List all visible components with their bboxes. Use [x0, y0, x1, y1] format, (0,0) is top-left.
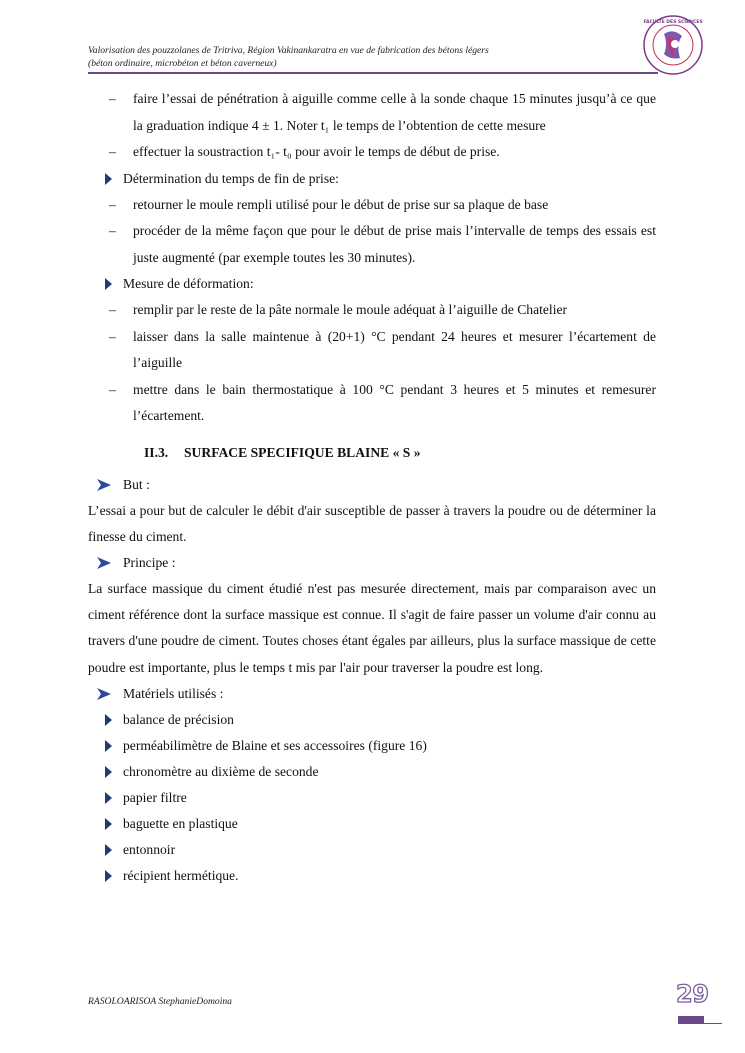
material-item: chronomètre au dixième de seconde [88, 759, 656, 785]
list-item: Principe : [88, 550, 656, 576]
triangle-bullet-icon [105, 714, 112, 726]
material-item: perméabilimètre de Blaine et ses accessoires (figure 16) [88, 733, 656, 759]
faculty-logo [642, 14, 704, 76]
triangle-bullet-icon [105, 844, 112, 856]
list-item: Matériels utilisés : [88, 681, 656, 707]
dash-bullet: – [109, 328, 116, 344]
list-item: But : [88, 472, 656, 498]
triangle-bullet-icon [105, 766, 112, 778]
footer-author: RASOLOARISOA StephanieDomoina [88, 996, 232, 1007]
dash-bullet: – [109, 302, 116, 317]
material-item: récipient hermétique. [88, 863, 656, 889]
arrow-bullet-icon [96, 687, 112, 701]
material-item: papier filtre [88, 785, 656, 811]
running-header [88, 44, 628, 70]
list-item: – faire l’essai de pénétration à aiguille comme celle à la sonde chaque 15 minutes jusqu’à ce que la graduation indique 4 ± 1. Noter t₁ le temps de l’obtention de cette mesure [88, 86, 656, 139]
dash-bullet: – [109, 91, 116, 106]
list-item: – remplir par le reste de la pâte normale le moule adéquat à l’aiguille de Chatelier [88, 297, 656, 324]
header-line-1: Valorisation des pouzzolanes de Tritriva, Région Vakinankaratra en vue de fabrication des bétons légers [88, 45, 489, 56]
material-item: balance de précision [88, 707, 656, 733]
section-heading [88, 440, 656, 466]
triangle-bullet-icon [105, 792, 112, 804]
list-item: – retourner le moule rempli utilisé pour le début de prise sur sa plaque de base [88, 192, 656, 219]
dash-bullet: – [109, 223, 116, 238]
material-item: entonnoir [88, 837, 656, 863]
dash-bullet: – [109, 381, 116, 397]
dash-bullet: – [109, 144, 116, 159]
page-number: 29 [676, 980, 709, 1008]
list-item: – mettre dans le bain thermostatique à 100 °C pendant 3 heures et 5 minutes et remesurer l’écartement. [88, 377, 656, 430]
logo-text: FACULTE DES SCIENCES [643, 20, 703, 25]
triangle-bullet-icon [105, 818, 112, 830]
dash-bullet: – [109, 196, 116, 212]
header-line-2: (béton ordinaire, microbéton et béton caverneux) [88, 58, 277, 69]
page-body [88, 86, 656, 889]
material-item: baguette en plastique [88, 811, 656, 837]
triangle-bullet-icon [105, 870, 112, 882]
header-rule [88, 72, 658, 74]
triangle-bullet-icon [105, 173, 112, 185]
list-item: – procéder de la même façon que pour le début de prise mais l’intervalle de temps des essais est juste augmenté (par exemple toutes les 30 minutes). [88, 218, 656, 271]
list-item: Mesure de déformation: [88, 271, 656, 297]
list-item: – effectuer la soustraction t₁- t₀ pour avoir le temps de début de prise. [88, 139, 656, 166]
arrow-bullet-icon [96, 556, 112, 570]
triangle-bullet-icon [105, 278, 112, 290]
triangle-bullet-icon [105, 740, 112, 752]
page-number-rule [704, 1023, 722, 1024]
page-number-bar [678, 1016, 704, 1024]
paragraph: La surface massique du ciment étudié n'est pas mesurée directement, mais par comparaison avec un ciment référence dont la surface massique est connue. Il s'agit de faire passer un volume d'air connu au travers d'une poudre de ciment. Toutes choses étant égales par ailleurs, plus la surface massique de cette poudre est importante, plus le temps t mis par l'air pour traverser la poudre est long. [88, 580, 656, 675]
section-title: SURFACE SPECIFIQUE BLAINE « S » [184, 444, 421, 460]
section-number: II.3. [144, 444, 169, 460]
list-item: Détermination du temps de fin de prise: [88, 166, 656, 192]
paragraph: L’essai a pour but de calculer le débit d'air susceptible de passer à travers la poudre ou de déterminer la finesse du ciment. [88, 502, 656, 544]
arrow-bullet-icon [96, 478, 112, 492]
list-item: – laisser dans la salle maintenue à (20+1) °C pendant 24 heures et mesurer l’écartement de l’aiguille [88, 324, 656, 377]
